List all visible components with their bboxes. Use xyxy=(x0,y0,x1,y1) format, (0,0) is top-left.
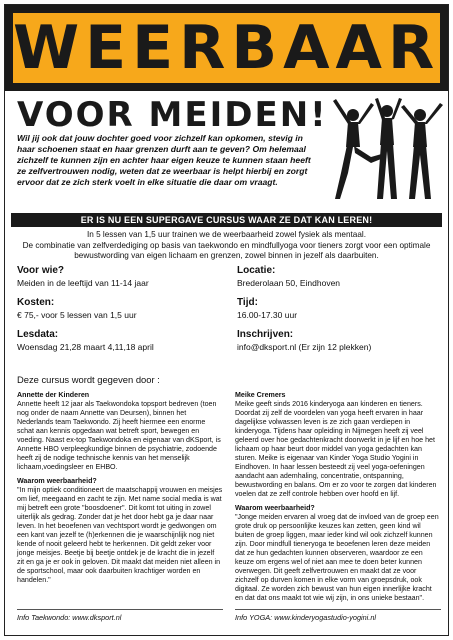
voor-wie-value: Meiden in de leeftijd van 11-14 jaar xyxy=(17,277,149,288)
course-description xyxy=(11,230,442,262)
instructor-bio: Meike geeft sinds 2016 kinderyoga aan kinderen en tieners. Doordat zij zelf de voordelen van yoga heeft ervaren in haar dagelijkse volwassen leven is ze zich gaan verdiepen in kinderyoga. Tijdens haar opleiding in Nijmegen heeft zij veel geleerd over hoe gedachtenkracht doorwerkt in je lijf en hoe het lichaam op haar beurt door middel van yoga gedachten kan sturen. Meike is eigenaar van Kinder Yoga Studio Yogini in Eindhoven. In haar lessen besteedt zij veel yoga-oefeningen aandacht aan ademhaling, concentratie, ontspanning, bewustwording en balans. Om er zo voor te zorgen dat kinderen voelen dat ze zelf controle hebben over hoofd en lijf. xyxy=(235,400,437,498)
instructor-meike xyxy=(235,391,441,603)
tijd-label: Tijd: xyxy=(237,297,258,308)
instructor-name: Annette der Kinderen xyxy=(17,391,90,399)
question-heading: Waarom weerbaarheid? xyxy=(235,504,315,512)
inschrijven-label: Inschrijven: xyxy=(237,329,294,340)
footer-info-taekwondo: Info Taekwondo: www.dksport.nl xyxy=(17,613,122,622)
info-lesdata xyxy=(17,329,154,352)
subtitle: VOOR MEIDEN! xyxy=(17,95,328,135)
tijd-value: 16.00-17.30 uur xyxy=(237,309,298,320)
footer-divider-right xyxy=(235,609,441,610)
instructor-annette xyxy=(17,391,223,585)
main-title: WEERBAAR xyxy=(13,13,441,83)
footer-info-yoga: Info YOGA: www.kinderyogastudio-yogini.nl xyxy=(235,613,377,622)
locatie-value: Brederolaan 50, Eindhoven xyxy=(237,277,341,288)
info-kosten xyxy=(17,297,137,320)
description-line-2: De combinatie van zelfverdediging op basis van taekwondo en mindfullyoga voor tieners zorgt voor een optimale bewustwording van eigen lichaam en grenzen, zowel binnen in jezelf als daarbuiten. xyxy=(22,240,431,261)
question-heading: Waarom weerbaarheid? xyxy=(17,477,97,485)
given-by-heading: Deze cursus wordt gegeven door : xyxy=(17,374,160,385)
highlight-banner: ER IS NU EEN SUPERGAVE CURSUS WAAR ZE DAT KAN LEREN! xyxy=(11,213,442,227)
inschrijven-value: info@dksport.nl (Er zijn 12 plekken) xyxy=(237,341,372,352)
locatie-label: Locatie: xyxy=(237,265,276,276)
title-banner xyxy=(5,5,448,91)
info-locatie xyxy=(237,265,340,288)
kosten-value: € 75,- voor 5 lessen van 1,5 uur xyxy=(17,309,137,320)
description-line-1: In 5 lessen van 1,5 uur trainen we de weerbaarheid zowel fysiek als mentaal. xyxy=(87,230,366,239)
martial-arts-figures-illustration xyxy=(327,95,445,203)
instructor-bio: Annette heeft 12 jaar als Taekwondoka topsport bedreven (toen nog onder de naam Annette van Deursen), binnen het Nederlands team Taekwondo. Zij heeft hiermee een enorme schat aan kennis opgedaan wat betreft sport, bewegen en voeding. Naast ex-top Taekwondoka en eigenaar van dKSport, is Annette HBO verpleegkundige binnen de psychiatrie, zodoende heeft zij de nodige technische kennis van het menselijk lichaam,voedingsleer en EHBO. xyxy=(17,400,221,471)
info-inschrijven xyxy=(237,329,371,352)
question-answer: "Jonge meiden ervaren al vroeg dat de invloed van de groep een grote druk op persoonlijke keuzes kan zetten, geen kind wil buiten de groep liggen, maar ieder kind wil ook zichzelf kunnen zijn. Door mindfull tieneryoga te beoefenen leren deze meiden dat ze hun gedachten kunnen observeren, waardoor ze een keuze om ergens wel of niet aan mee te doen beter kunnen overwegen. Dit geeft zelfvertrouwen en maakt dat ze voor zichzelf op durven komen in elke vorm van groepsdruk, ook digitaal. Ze worden zich bewust van hun eigen innerlijke kracht en dat dat ons maakt tot wie wij zijn, in ons unieke bestaan". xyxy=(235,513,439,602)
voor-wie-label: Voor wie? xyxy=(17,265,65,276)
flyer xyxy=(4,4,449,636)
intro-text: Wil jij ook dat jouw dochter goed voor zichzelf kan opkomen, stevig in haar schoenen staat en haar grenzen durft aan te geven? Om helemaal zichzelf te kunnen zijn en achter haar eigen keuze te kunnen staan heeft ze zelfvertrouwen nodig, weten dat ze weerbaar is helpt hierbij en zorgt ervoor dat ze zich sterk voelt in elke situatie die daar om vraagt. xyxy=(17,133,311,187)
footer-divider-left xyxy=(17,609,223,610)
lesdata-label: Lesdata: xyxy=(17,329,59,340)
kosten-label: Kosten: xyxy=(17,297,55,308)
info-tijd xyxy=(237,297,297,320)
info-voor-wie xyxy=(17,265,149,288)
instructor-name: Meike Cremers xyxy=(235,391,286,399)
question-answer: "In mijn optiek conditioneert de maatschappij vrouwen en meisjes om lief, meegaand en zacht te zijn. Met name social media is wat mij betreft een grote "boosdoener". Dit komt tot uiting in zowel uiterlijk als gedrag. Zonder dat je het door hebt ga je daar naar leven. In het beoefenen van vechtsport wordt je gedwongen om een kant van jezelf te (h)erkennen die je waarschijnlijk nog niet kende of nooit geleerd hebt te herkennen. Dit geldt zeker voor jonge meisjes. Beetje bij beetje ontdek je de kracht die in jezelf zit en ga je er ook in geloven. Dit maakt dat meiden niet alleen in de sportschool, maar ook daarbuiten krachtiger worden en handelen." xyxy=(17,486,223,584)
lesdata-value: Woensdag 21,28 maart 4,11,18 april xyxy=(17,341,154,352)
